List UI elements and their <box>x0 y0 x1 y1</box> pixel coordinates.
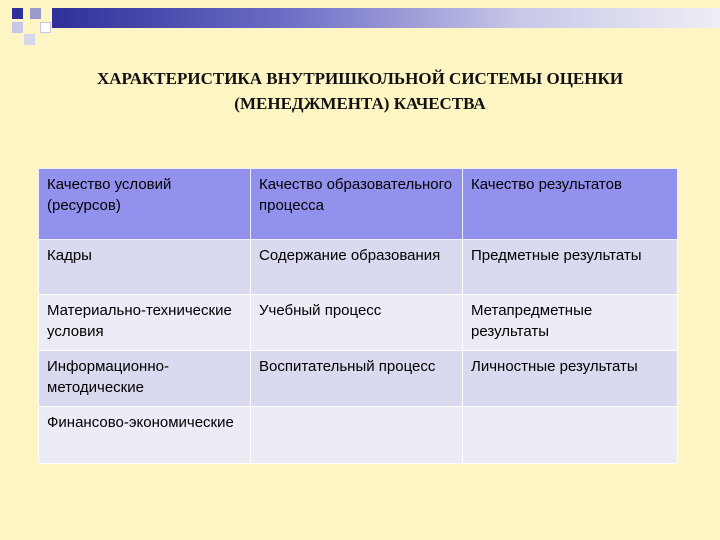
table-cell: Метапредметные результаты <box>463 295 678 351</box>
square-decoration <box>30 8 41 19</box>
square-decoration <box>12 22 23 33</box>
table-cell <box>463 407 678 464</box>
slide-title-line2: (МЕНЕДЖМЕНТА) КАЧЕСТВА <box>234 94 486 113</box>
square-decoration <box>24 34 35 45</box>
square-decoration <box>12 8 23 19</box>
table-cell: Финансово-экономические <box>39 407 251 464</box>
table-cell: Содержание образования <box>251 240 463 295</box>
quality-table <box>38 168 678 464</box>
table-cell: Кадры <box>39 240 251 295</box>
table-cell: Учебный процесс <box>251 295 463 351</box>
table-cell: Материально-технические условия <box>39 295 251 351</box>
table-row <box>39 240 678 295</box>
square-decoration <box>40 22 51 33</box>
table-cell <box>251 407 463 464</box>
table-cell: Предметные результаты <box>463 240 678 295</box>
table-row <box>39 351 678 407</box>
header-gradient-bar <box>52 8 720 28</box>
table-row <box>39 295 678 351</box>
table-cell: Информационно-методические <box>39 351 251 407</box>
table-cell: Воспитательный процесс <box>251 351 463 407</box>
table-row <box>39 407 678 464</box>
table-cell: Личностные результаты <box>463 351 678 407</box>
header-cell: Качество условий (ресурсов) <box>39 169 251 240</box>
slide-title <box>30 66 690 116</box>
slide-title-line1: ХАРАКТЕРИСТИКА ВНУТРИШКОЛЬНОЙ СИСТЕМЫ ОЦЕНКИ <box>96 69 624 88</box>
header-cell: Качество образовательного процесса <box>251 169 463 240</box>
table-header-row <box>39 169 678 240</box>
header-cell: Качество результатов <box>463 169 678 240</box>
